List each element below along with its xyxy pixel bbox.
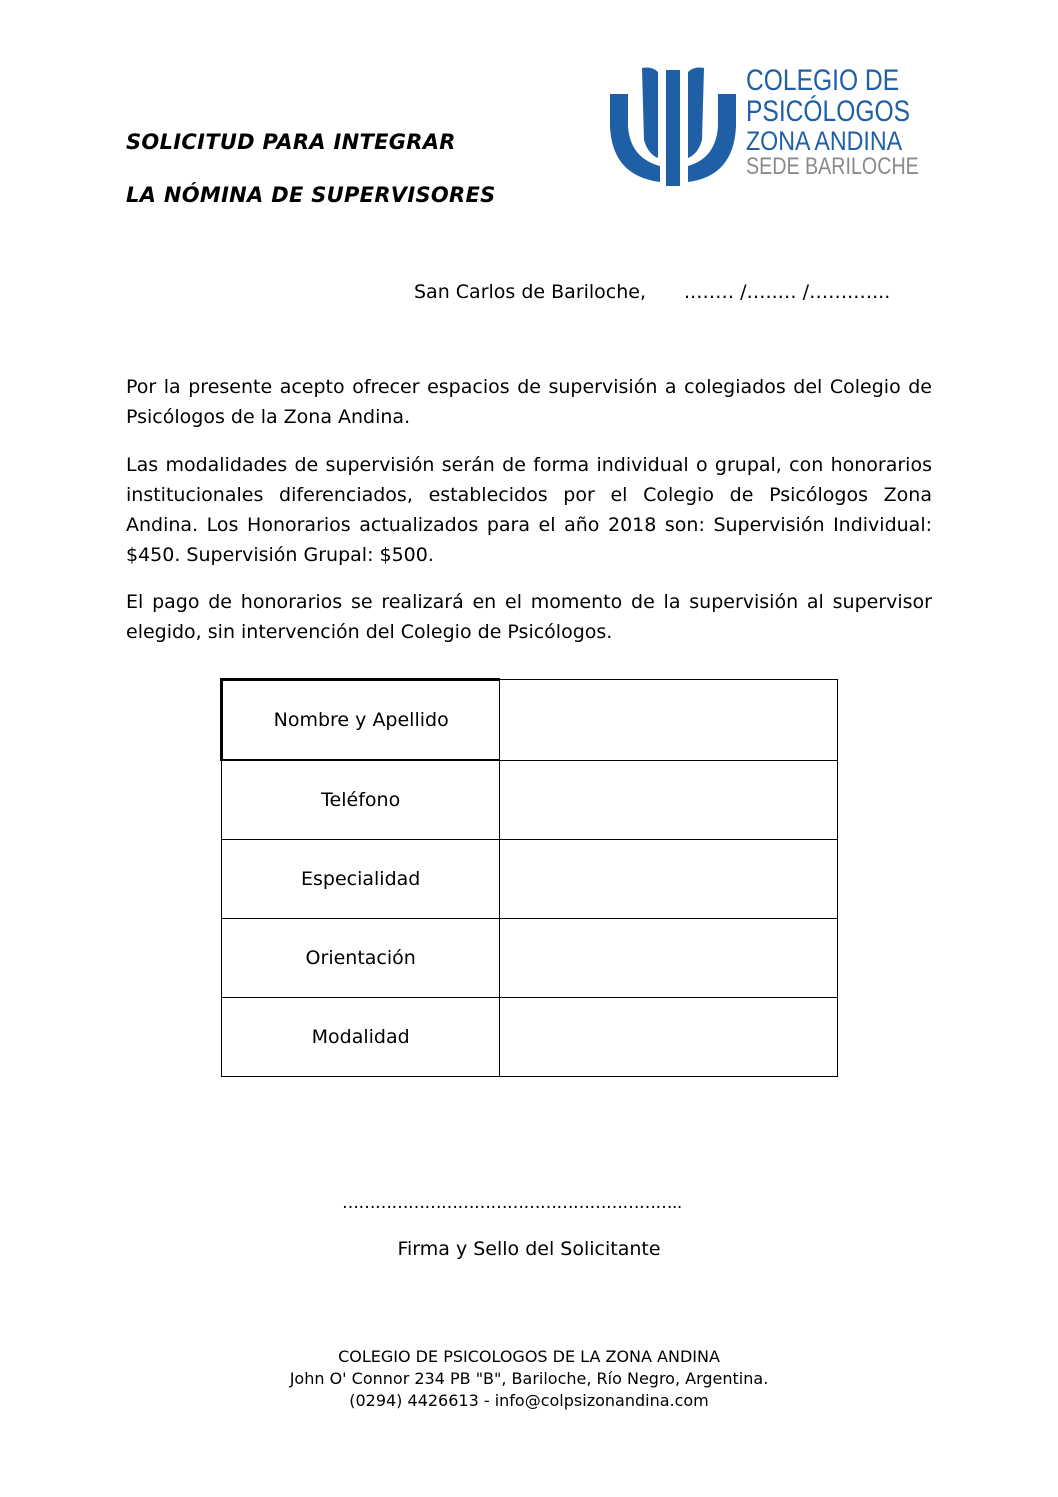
supervisor-form-table (220, 678, 838, 1077)
form-label-modalidad: Modalidad (222, 998, 500, 1077)
logo-text-line3: ZONA ANDINA (746, 126, 903, 156)
form-label-nombre: Nombre y Apellido (222, 680, 500, 761)
form-label-orientacion: Orientación (222, 919, 500, 998)
date-line (414, 281, 890, 303)
intro-paragraph: Por la presente acepto ofrecer espacios de supervisión a colegiados del Colegio de Psicólogos de la Zona Andina. (126, 376, 932, 428)
footer-org-name: COLEGIO DE PSICOLOGOS DE LA ZONA ANDINA (338, 1347, 720, 1366)
form-field-modalidad[interactable] (500, 998, 838, 1077)
form-row-especialidad (222, 840, 838, 919)
form-row-nombre (222, 680, 838, 761)
logo-text-line4: SEDE BARILOCHE (746, 153, 919, 180)
document-title-line2: LA NÓMINA DE SUPERVISORES (126, 183, 496, 207)
payment-paragraph: El pago de honorarios se realizará en el momento de la supervisión al supervisor elegido, sin intervención del Colegio de Psicólogos. (126, 591, 932, 643)
fees-paragraph: Las modalidades de supervisión serán de forma individual o grupal, con honorarios institucionales diferenciados, establecidos por el Colegio de Psicólogos Zona Andina. Los Honorarios actualizados para el año 2018 son: Supervisión Individual: $450. Supervisión Grupal: $500. (126, 454, 932, 566)
signature-line[interactable]: …………………………………………………….. (342, 1193, 682, 1213)
footer-address: John O' Connor 234 PB "B", Bariloche, Río Negro, Argentina. (289, 1369, 769, 1388)
footer (0, 1346, 1058, 1412)
form-field-telefono[interactable] (500, 760, 838, 840)
form-label-telefono: Teléfono (222, 760, 500, 840)
form-row-telefono (222, 760, 838, 840)
logo-text-line1: COLEGIO DE (746, 64, 900, 97)
form-field-orientacion[interactable] (500, 919, 838, 998)
psi-symbol-icon (608, 66, 738, 188)
signature-label: Firma y Sello del Solicitante (397, 1238, 661, 1260)
date-place: San Carlos de Bariloche, (414, 281, 647, 303)
form-row-modalidad (222, 998, 838, 1077)
document-title-line1: SOLICITUD PARA INTEGRAR (126, 130, 456, 154)
form-field-especialidad[interactable] (500, 840, 838, 919)
form-label-especialidad: Especialidad (222, 840, 500, 919)
form-field-nombre[interactable] (500, 680, 838, 761)
date-blank[interactable]: ..…… /…..… /…….…... (684, 281, 891, 303)
form-row-orientacion (222, 919, 838, 998)
footer-contact: (0294) 4426613 - info@colpsizonandina.com (349, 1391, 709, 1410)
logo-text-line2: PSICÓLOGOS (746, 95, 911, 128)
colegio-logo (608, 66, 918, 188)
